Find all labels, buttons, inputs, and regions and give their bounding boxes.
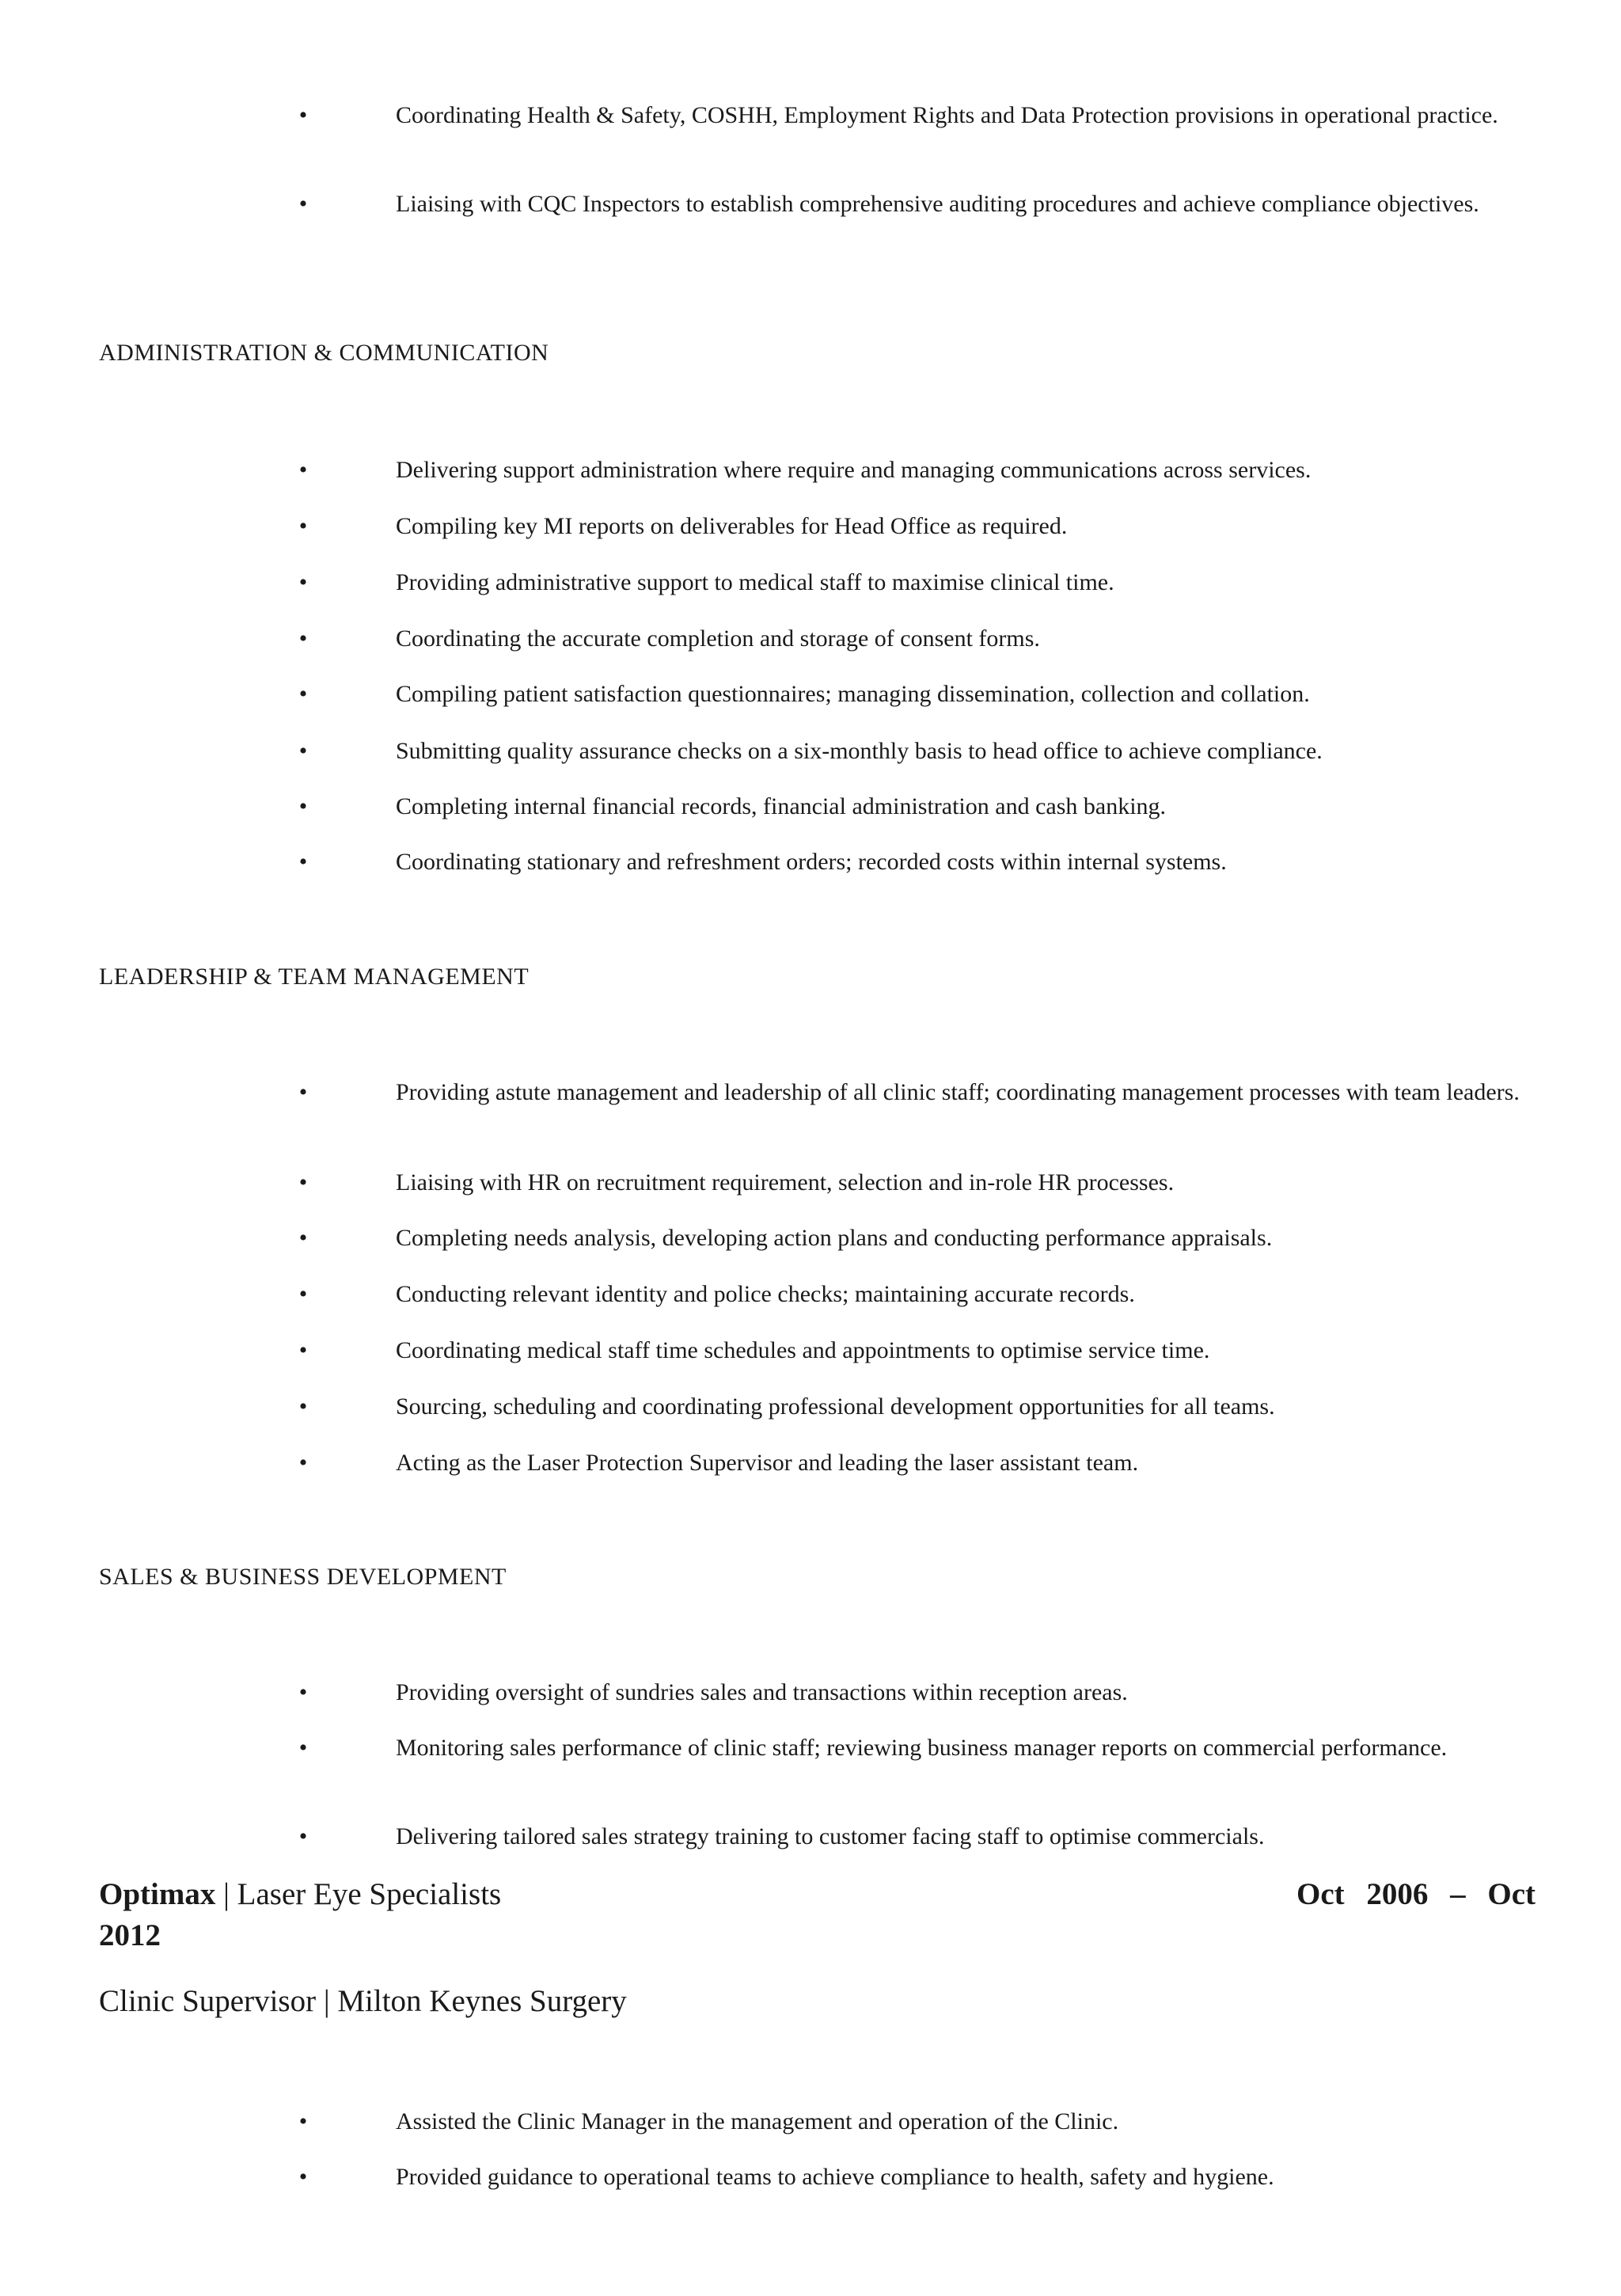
bullet-text: Compiling patient satisfaction questionnaires; managing dissemination, collection and collation. xyxy=(396,681,1310,707)
bullet-text: Completing internal financial records, financial administration and cash banking. xyxy=(396,793,1167,819)
bullet-item xyxy=(198,2104,1531,2139)
bullet-item xyxy=(198,1333,1531,1368)
company-description: | Laser Eye Specialists xyxy=(215,1877,502,1911)
bullet-text: Provided guidance to operational teams to achieve compliance to health, safety and hygiene. xyxy=(396,2164,1274,2190)
bullet-item xyxy=(198,98,1531,133)
bullet-text: Liaising with CQC Inspectors to establish comprehensive auditing procedures and achieve compliance objectives. xyxy=(396,191,1479,217)
section-heading-sales: SALES & BUSINESS DEVELOPMENT xyxy=(99,1564,507,1590)
bullet-item xyxy=(198,509,1531,544)
bullet-text: Completing needs analysis, developing action plans and conducting performance appraisals. xyxy=(396,1225,1273,1251)
bullet-marker: • xyxy=(298,1450,308,1476)
bullet-marker: • xyxy=(298,1393,308,1420)
bullet-marker: • xyxy=(298,513,308,539)
bullet-marker: • xyxy=(298,2164,308,2190)
bullet-text: Coordinating the accurate completion and storage of consent forms. xyxy=(396,625,1040,652)
bullet-text: Coordinating medical staff time schedules and appointments to optimise service time. xyxy=(396,1337,1210,1363)
job-dates-end-year: 2012 xyxy=(99,1918,161,1952)
bullet-item xyxy=(198,1675,1531,1710)
bullet-item xyxy=(198,677,1531,712)
bullet-marker: • xyxy=(298,849,308,875)
bullet-text: Sourcing, scheduling and coordinating professional development opportunities for all teams. xyxy=(396,1393,1275,1420)
bullet-text: Providing administrative support to medical staff to maximise clinical time. xyxy=(396,569,1114,595)
bullet-item xyxy=(198,622,1531,656)
bullet-text: Providing astute management and leadership of all clinic staff; coordinating management processes with team leaders. xyxy=(396,1079,1520,1105)
job-dates-continued-row xyxy=(99,1916,1536,1956)
bullet-marker: • xyxy=(298,681,308,707)
bullet-marker: • xyxy=(298,793,308,819)
bullet-item xyxy=(198,1165,1531,1200)
bullet-text: Coordinating stationary and refreshment orders; recorded costs within internal systems. xyxy=(396,849,1227,875)
section-heading-leadership: LEADERSHIP & TEAM MANAGEMENT xyxy=(99,964,530,990)
section-heading-administration: ADMINISTRATION & COMMUNICATION xyxy=(99,340,549,366)
bullet-marker: • xyxy=(298,1079,308,1105)
bullet-item xyxy=(198,1446,1531,1481)
job-dates: Oct 2006 – Oct xyxy=(1296,1877,1536,1911)
bullet-item xyxy=(198,1819,1531,1854)
bullet-text: Assisted the Clinic Manager in the management and operation of the Clinic. xyxy=(396,2108,1119,2134)
bullet-item xyxy=(198,1277,1531,1312)
bullet-item xyxy=(198,1389,1531,1424)
bullet-marker: • xyxy=(298,2108,308,2134)
bullet-item xyxy=(198,845,1531,880)
bullet-marker: • xyxy=(298,1679,308,1705)
bullet-text: Providing oversight of sundries sales and transactions within reception areas. xyxy=(396,1679,1128,1705)
bullet-item xyxy=(198,1221,1531,1256)
bullet-marker: • xyxy=(298,1735,308,1761)
bullet-item xyxy=(198,1075,1531,1110)
bullet-text: Compiling key MI reports on deliverables for Head Office as required. xyxy=(396,513,1068,539)
bullet-text: Submitting quality assurance checks on a six-monthly basis to head office to achieve compliance. xyxy=(396,738,1323,764)
job-header xyxy=(99,1875,1536,1914)
bullet-marker: • xyxy=(298,569,308,595)
bullet-item xyxy=(198,187,1531,222)
bullet-item xyxy=(198,789,1531,824)
bullet-text: Conducting relevant identity and police checks; maintaining accurate records. xyxy=(396,1281,1135,1307)
bullet-text: Acting as the Laser Protection Supervisor and leading the laser assistant team. xyxy=(396,1450,1139,1476)
bullet-marker: • xyxy=(298,625,308,652)
bullet-marker: • xyxy=(298,738,308,764)
bullet-item xyxy=(198,734,1531,769)
bullet-item xyxy=(198,453,1531,488)
bullet-marker: • xyxy=(298,1281,308,1307)
bullet-marker: • xyxy=(298,1823,308,1849)
bullet-marker: • xyxy=(298,457,308,483)
bullet-marker: • xyxy=(298,191,308,217)
job-title: Clinic Supervisor | Milton Keynes Surgery xyxy=(99,1984,627,2018)
bullet-marker: • xyxy=(298,1337,308,1363)
bullet-text: Delivering tailored sales strategy training to customer facing staff to optimise commercials. xyxy=(396,1823,1265,1849)
bullet-text: Delivering support administration where require and managing communications across services. xyxy=(396,457,1312,483)
bullet-marker: • xyxy=(298,1169,308,1196)
bullet-item xyxy=(198,1731,1531,1766)
bullet-item xyxy=(198,565,1531,600)
bullet-text: Coordinating Health & Safety, COSHH, Employment Rights and Data Protection provisions in operational practice. xyxy=(396,102,1498,128)
bullet-text: Liaising with HR on recruitment requirement, selection and in-role HR processes. xyxy=(396,1169,1175,1196)
bullet-marker: • xyxy=(298,1225,308,1251)
bullet-item xyxy=(198,2160,1531,2195)
bullet-text: Monitoring sales performance of clinic staff; reviewing business manager reports on commercial performance. xyxy=(396,1735,1448,1761)
company-name: Optimax xyxy=(99,1877,216,1911)
bullet-marker: • xyxy=(298,102,308,128)
